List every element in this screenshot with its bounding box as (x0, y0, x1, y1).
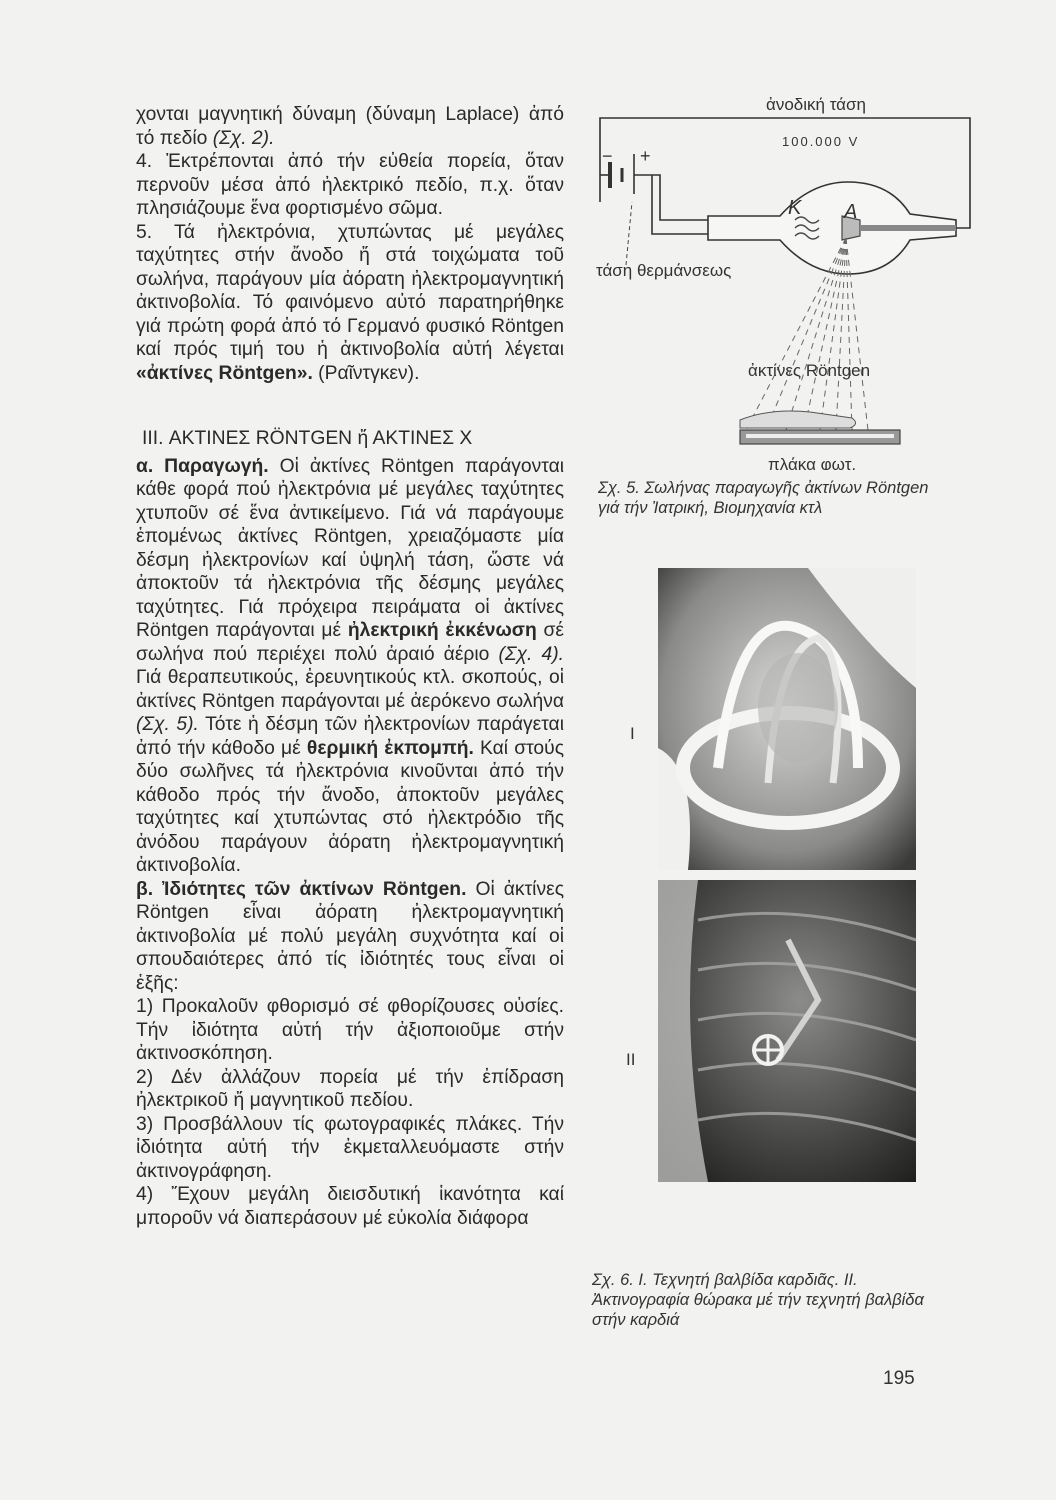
figure-6-caption: Σχ. 6. I. Τεχνητή βαλβίδα καρδιᾶς. II. Ἀκτινογραφία θώρακα μέ τήν τεχνητή βαλβίδα στήν καρδιά (592, 1271, 924, 1329)
heart-valve-photo (658, 568, 916, 870)
voltage-value-label: 100.000 V (782, 134, 860, 149)
list-item: 4) Ἔχουν μεγάλη διεισδυτική ἱκανότητα καί μποροῦν νά διαπεράσουν μέ εὐκολία διάφορα (136, 1184, 564, 1229)
paragraph-laplace: χονται μαγνητική δύναμη (δύναμη Laplace) ἀπό τό πεδίο (Σχ. 2). (136, 104, 564, 149)
list-item: 3) Προσβάλλουν τίς φωτογραφικές πλάκες. Τήν ἰδιότητα αὐτή τήν ἐκμεταλλευόμαστε στήν ἀκτινογράφηση. (136, 1113, 564, 1182)
paragraph-item-5: 5. Τά ἠλεκτρόνια, χτυπώντας μέ μεγάλες ταχύτητες στήν ἄνοδο ἤ στά τοιχώματα τοῦ σωλήνα, παράγουν μία ἀόρατη ἠλεκτρομαγνητική ἀκτινοβολία. Τό φαινόμενο αὐτό παρατηρήθηκε γιά πρώτη φορά ἀπό τό Γερμανό φυσικό Röntgen καί πρός τιμή του ἡ ἀκτινοβολία αὐτή λέγεται «ἀκτίνες Röntgen». (Ραῖντγκεν). (136, 221, 564, 384)
xray-tube-diagram (590, 90, 980, 470)
paragraph-production: α. Παραγωγή. Οἱ ἀκτίνες Röntgen παράγονται κάθε φορά πού ἠλεκτρόνια μέ μεγάλες ταχύτητες χτυποῦν σέ ἕνα ἀντικείμενο. Γιά νά παράγουμε ἑπομένως ἀκτίνες Röntgen, χρειαζόμαστε μία δέσμη ἠλεκτρονίων καί ὑψηλή τάση, ὥστε νά ἀποκτοῦν τά ἠλεκτρόνια τῆς δέσμης μεγάλες ταχύτητες. Γιά πρόχειρα πειράματα οἱ ἀκτίνες Röntgen παράγονται μέ ἠλεκτρική ἐκκένωση σέ σωλήνα πού περιέχει πολύ ἀραιό ἀέριο (Σχ. 4). Γιά θεραπευτικούς, ἐρευνητικούς κτλ. σκοπούς, οἱ ἀκτίνες Röntgen παράγονται μέ ἀερόκενο σωλήνα (Σχ. 5). Τότε ἡ δέσμη τῶν ἠλεκτρονίων παράγεται ἀπό τήν κάθοδο μέ θερμική ἐκπομπή. Καί στούς δύο σωλῆνες τά ἠλεκτρόνια κινοῦνται ἀπό τήν κάθοδο πρός τήν ἄνοδο, ἀποκτοῦν μεγάλες ταχύτητες καί χτυπώντας στό ἠλεκτρόδιο τῆς ἀνόδου παράγουν ἀόρατη ἠλεκτρομαγνητική ἀκτινοβολία. (136, 455, 564, 876)
anode-label: A (844, 201, 858, 223)
figure-5-xray-tube (590, 90, 980, 470)
heating-voltage-label: τάση θερμάνσεως (596, 261, 732, 280)
page-number: 195 (883, 1368, 915, 1389)
main-text-column (136, 103, 564, 1230)
figure-6-xray-photo (658, 880, 916, 1182)
figure-6-label-ii: II (626, 1050, 636, 1069)
plate-label: πλάκα φωτ. (768, 455, 857, 470)
list-item: 2) Δέν ἀλλάζουν πορεία μέ τήν ἐπίδραση ἠλεκτρικοῦ ἤ μαγνητικοῦ πεδίου. (136, 1066, 564, 1111)
figure-5-caption: Σχ. 5. Σωλήνας παραγωγῆς ἀκτίνων Röntgen γιά τήν Ἰατρική, Βιομηχανία κτλ (598, 479, 929, 517)
figure-6-label-i: I (630, 724, 635, 743)
paragraph-properties: β. Ἰδιότητες τῶν ἀκτίνων Röntgen. Οἱ ἀκτίνες Röntgen εἶναι ἀόρατη ἠλεκτρομαγνητική ἀκτινοβολία μέ πολύ μεγάλη συχνότητα καί οἱ σπουδαιότερες ἀπό τίς ἰδιότητές τους εἶναι οἱ ἑξῆς: (136, 878, 564, 994)
chest-xray-photo (658, 880, 916, 1182)
minus-label: − (602, 146, 613, 166)
section-heading: III. ΑΚΤΙΝΕΣ RÖNTGEN ἤ ΑΚΤΙΝΕΣ Χ (142, 428, 473, 449)
anode-voltage-label: ἀνοδική τάση (766, 95, 866, 114)
paragraph-item-4: 4. Ἐκτρέπονται ἀπό τήν εὐθεία πορεία, ὅταν περνοῦν μέσα ἀπό ἠλεκτρικό πεδίο, π.χ. ὅταν πλησιάζουμε ἕνα φορτισμένο σῶμα. (136, 151, 564, 219)
cathode-label: K (788, 197, 802, 219)
hand-icon (740, 411, 856, 428)
figure-6-valve-photo (658, 568, 916, 870)
list-item: 1) Προκαλοῦν φθορισμό σέ φθορίζουσες οὐσίες. Τήν ἰδιότητα αὐτή τήν ἀξιοποιοῦμε στήν ἀκτινοσκόπηση. (136, 996, 564, 1064)
rays-label: ἀκτίνες Röntgen (748, 361, 871, 380)
plus-label: + (640, 146, 651, 166)
